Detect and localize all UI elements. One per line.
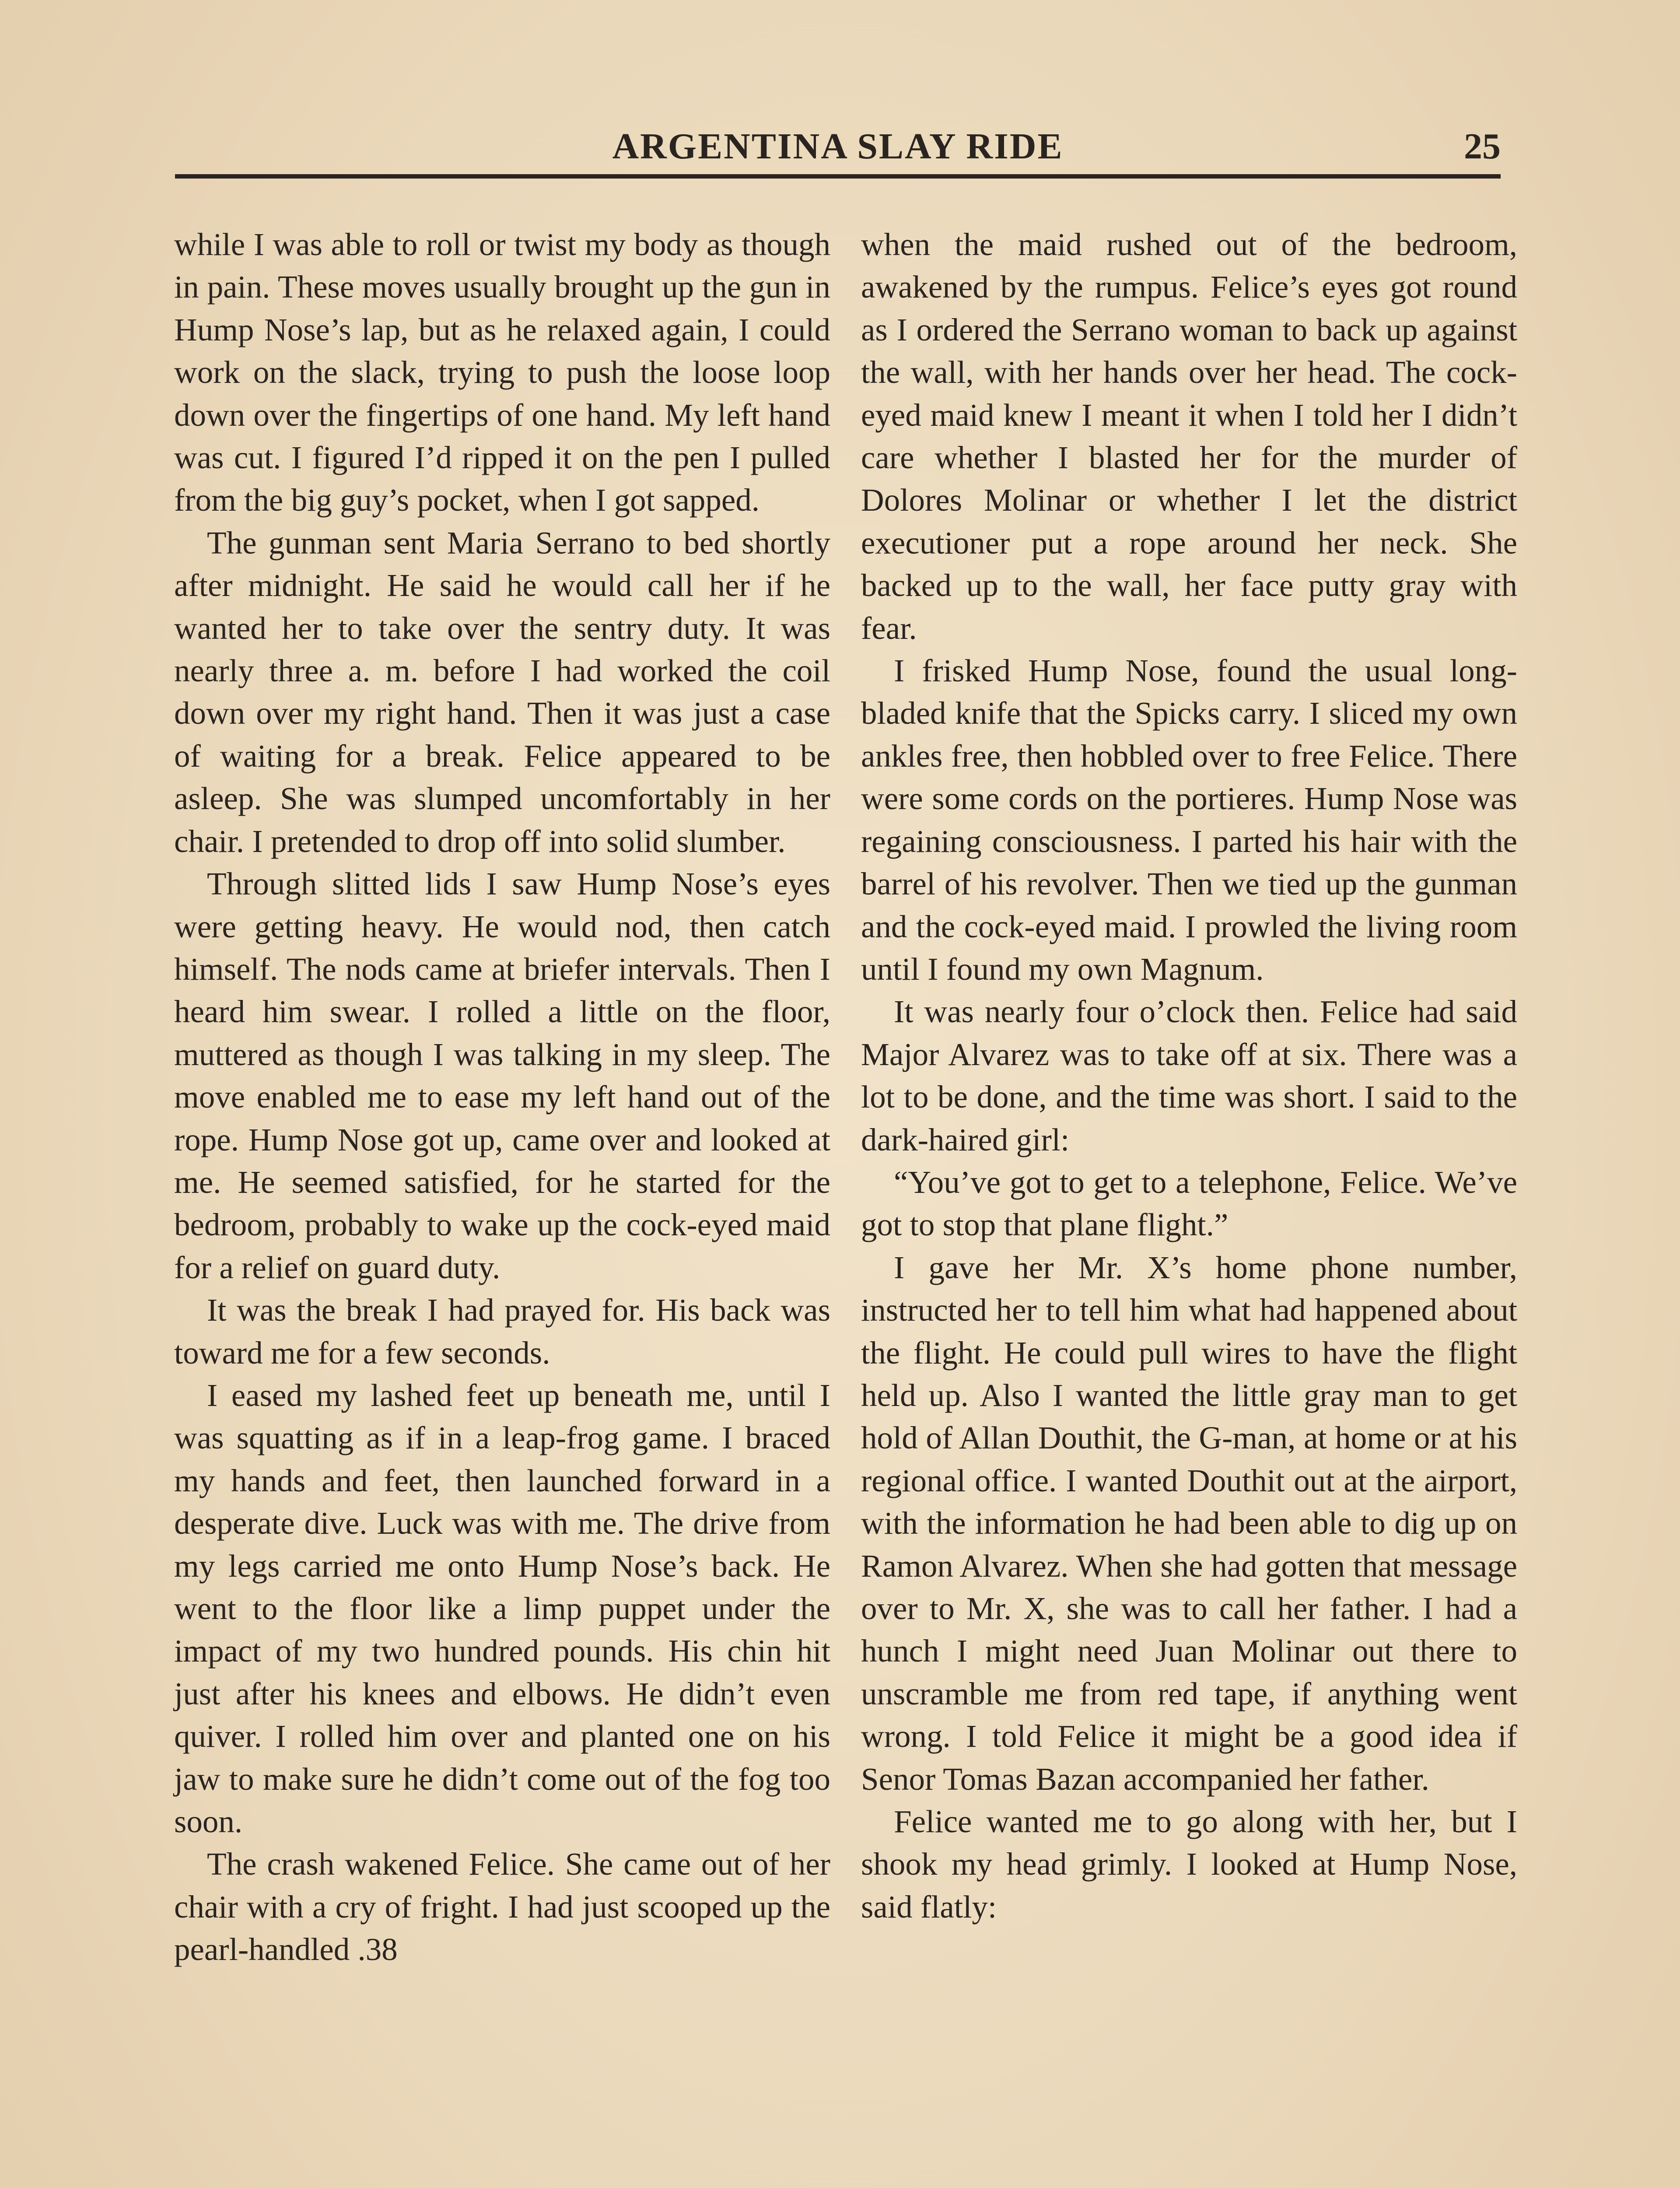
- paragraph: The crash wakened Felice. She came out of her chair with a cry of fright. I had just scooped up the pearl-handled .38: [174, 1846, 830, 1967]
- running-header: [175, 117, 1501, 179]
- right-column: [861, 223, 1517, 1928]
- left-column: [174, 223, 830, 1971]
- paragraph: I frisked Hump Nose, found the usual long-bladed knife that the Spicks carry. I sliced my own ankles free, then hobbled over to free Felice. There were some cords on the portieres. Hump Nose was regaining consciousness. I parted his hair with the barrel of his revolver. Then we tied up the gunman and the cock-eyed maid. I prowled the living room until I found my own Magnum.: [861, 653, 1517, 987]
- paragraph: Felice wanted me to go along with her, but I shook my head grimly. I looked at Hump Nose, said flatly:: [861, 1804, 1517, 1925]
- paragraph: Through slitted lids I saw Hump Nose’s eyes were getting heavy. He would nod, then catch himself. The nods came at briefer intervals. Then I heard him swear. I rolled a little on the floor, muttered as though I was talking in my sleep. The move enabled me to ease my left hand out of the rope. Hump Nose got up, came over and looked at me. He seemed satisfied, for he started for the bedroom, probably to wake up the cock-eyed maid for a relief on guard duty.: [174, 866, 830, 1285]
- paragraph: while I was able to roll or twist my body as though in pain. These moves usually brought up the gun in Hump Nose’s lap, but as he relaxed again, I could work on the slack, trying to push the loose loop down over the fingertips of one hand. My left hand was cut. I figured I’d ripped it on the pen I pulled from the big guy’s pocket, when I got sapped.: [174, 227, 830, 518]
- paragraph: The gunman sent Maria Serrano to bed shortly after midnight. He said he would call her if he wanted her to take over the sentry duty. It was nearly three a. m. before I had worked the coil down over my right hand. Then it was just a case of waiting for a break. Felice appeared to be asleep. She was slumped uncomfortably in her chair. I pretended to drop off into solid slumber.: [174, 525, 830, 859]
- running-title: ARGENTINA SLAY RIDE: [612, 126, 1064, 167]
- paragraph: It was nearly four o’clock then. Felice had said Major Alvarez was to take off at six. There was a lot to be done, and the time was short. I said to the dark-haired girl:: [861, 994, 1517, 1157]
- page-number: 25: [1464, 126, 1501, 167]
- paragraph: “You’ve got to get to a telephone, Felice. We’ve got to stop that plane flight.”: [861, 1164, 1517, 1243]
- paragraph: It was the break I had prayed for. His back was toward me for a few seconds.: [174, 1292, 830, 1371]
- paragraph: when the maid rushed out of the bedroom, awakened by the rumpus. Felice’s eyes got round as I ordered the Serrano woman to back up against the wall, with her hands over her head. The cock-eyed maid knew I meant it when I told her I didn’t care whether I blasted her for the murder of Dolores Molinar or whether I let the district executioner put a rope around her neck. She backed up to the wall, her face putty gray with fear.: [861, 227, 1517, 646]
- paragraph: I gave her Mr. X’s home phone number, instructed her to tell him what had happened about the flight. He could pull wires to have the flight held up. Also I wanted the little gray man to get hold of Allan Douthit, the G-man, at home or at his regional office. I wanted Douthit out at the airport, with the information he had been able to dig up on Ramon Alvarez. When she had gotten that message over to Mr. X, she was to call her father. I had a hunch I might need Juan Molinar out there to unscramble me from red tape, if anything went wrong. I told Felice it might be a good idea if Senor Tomas Bazan accompanied her father.: [861, 1249, 1517, 1797]
- paragraph: I eased my lashed feet up beneath me, until I was squatting as if in a leap-frog game. I braced my hands and feet, then launched forward in a desperate dive. Luck was with me. The drive from my legs carried me onto Hump Nose’s back. He went to the floor like a limp puppet under the impact of my two hundred pounds. His chin hit just after his knees and elbows. He didn’t even quiver. I rolled him over and planted one on his jaw to make sure he didn’t come out of the fog too soon.: [174, 1377, 830, 1840]
